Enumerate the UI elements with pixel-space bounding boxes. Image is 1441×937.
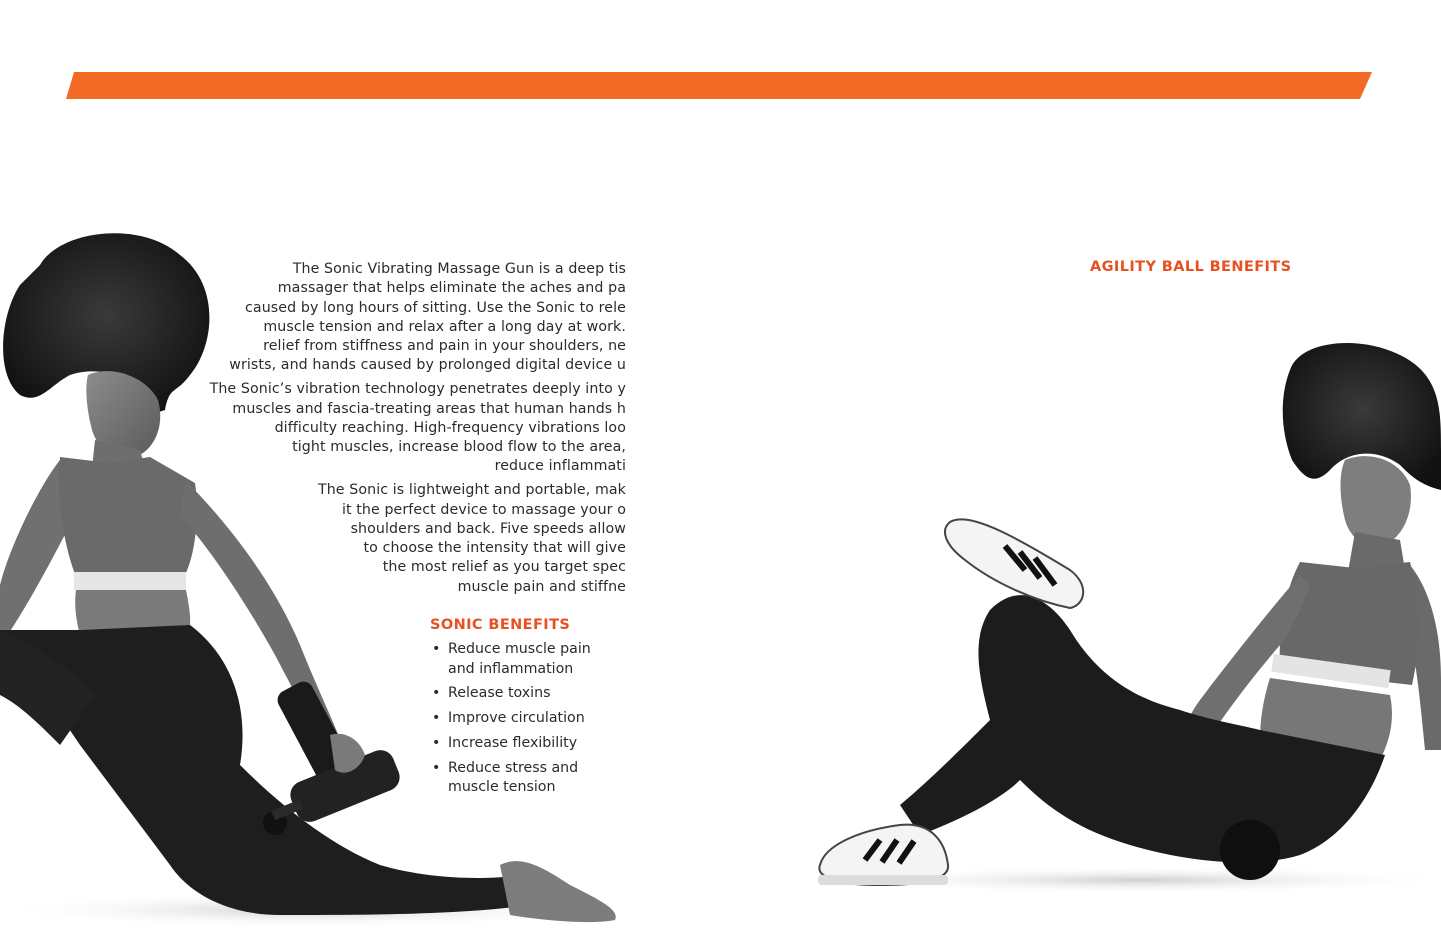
woman-on-agility-ball-photo: [800, 300, 1441, 900]
text-line: The Sonic Vibrating Massage Gun is a deep tis: [292, 261, 626, 277]
benefit-text: Release toxins: [448, 685, 551, 702]
sonic-description: [160, 260, 626, 602]
face: [1340, 456, 1410, 546]
sonic-benefits-heading: SONIC BENEFITS: [430, 617, 571, 633]
text-line: muscle tension and relax after a long day at work.: [263, 318, 626, 335]
intro-paragraph-2: [160, 380, 626, 476]
text-line: massager that helps eliminate the aches and pa: [277, 280, 626, 297]
sonic-benefits: [430, 616, 630, 803]
benefit-item: [430, 709, 630, 728]
text-line: shoulders and back. Five speeds allow: [350, 520, 626, 537]
text-line: reduce inflammati: [494, 458, 626, 475]
text-line: tight muscles, increase blood flow to the area,: [292, 439, 626, 456]
text-line: difficulty reaching. High-frequency vibrations loo: [274, 419, 626, 436]
text-line: The Sonic’s vibration technology penetrates deeply into y: [209, 381, 626, 398]
bullet-icon: •: [432, 759, 441, 776]
text-line: wrists, and hands caused by prolonged digital device u: [229, 357, 626, 374]
text-line: the most relief as you target spec: [382, 559, 626, 576]
intro-paragraph-1: [160, 260, 626, 376]
benefit-text: Improve circulation: [448, 710, 585, 727]
bullet-icon: •: [432, 641, 441, 658]
agility-ball: [1220, 820, 1280, 880]
bullet-icon: •: [432, 734, 441, 751]
text-line: it the perfect device to massage your o: [341, 501, 626, 518]
benefit-item: [430, 684, 630, 703]
lower-sneaker: [818, 825, 948, 885]
orange-banner: [0, 0, 1441, 110]
benefit-text: and inflammation: [448, 660, 574, 677]
raised-sneaker: [945, 519, 1083, 608]
benefit-text: Reduce muscle pain: [448, 641, 591, 658]
benefit-text: muscle tension: [448, 779, 556, 796]
foot: [500, 861, 616, 922]
text-line: relief from stiffness and pain in your shoulders, ne: [263, 338, 626, 355]
text-line: muscle pain and stiffne: [457, 578, 626, 595]
agility-ball-benefits-heading: AGILITY BALL BENEFITS: [1090, 259, 1292, 275]
text-line: caused by long hours of sitting. Use the Sonic to rele: [245, 299, 626, 316]
bullet-icon: •: [432, 685, 441, 702]
benefit-item: [430, 640, 630, 679]
benefit-item: [430, 759, 630, 798]
benefits-list: [430, 640, 630, 797]
text-line: The Sonic is lightweight and portable, mak: [317, 482, 626, 499]
benefit-text: Reduce stress and: [448, 759, 579, 776]
bullet-icon: •: [432, 710, 441, 727]
text-line: to choose the intensity that will give: [363, 540, 626, 557]
intro-paragraph-3: [160, 481, 626, 597]
benefit-item: [430, 734, 630, 753]
benefit-text: Increase flexibility: [448, 734, 578, 751]
banner-stripe: [66, 72, 1372, 99]
text-line: muscles and fascia-treating areas that human hands h: [232, 400, 626, 417]
